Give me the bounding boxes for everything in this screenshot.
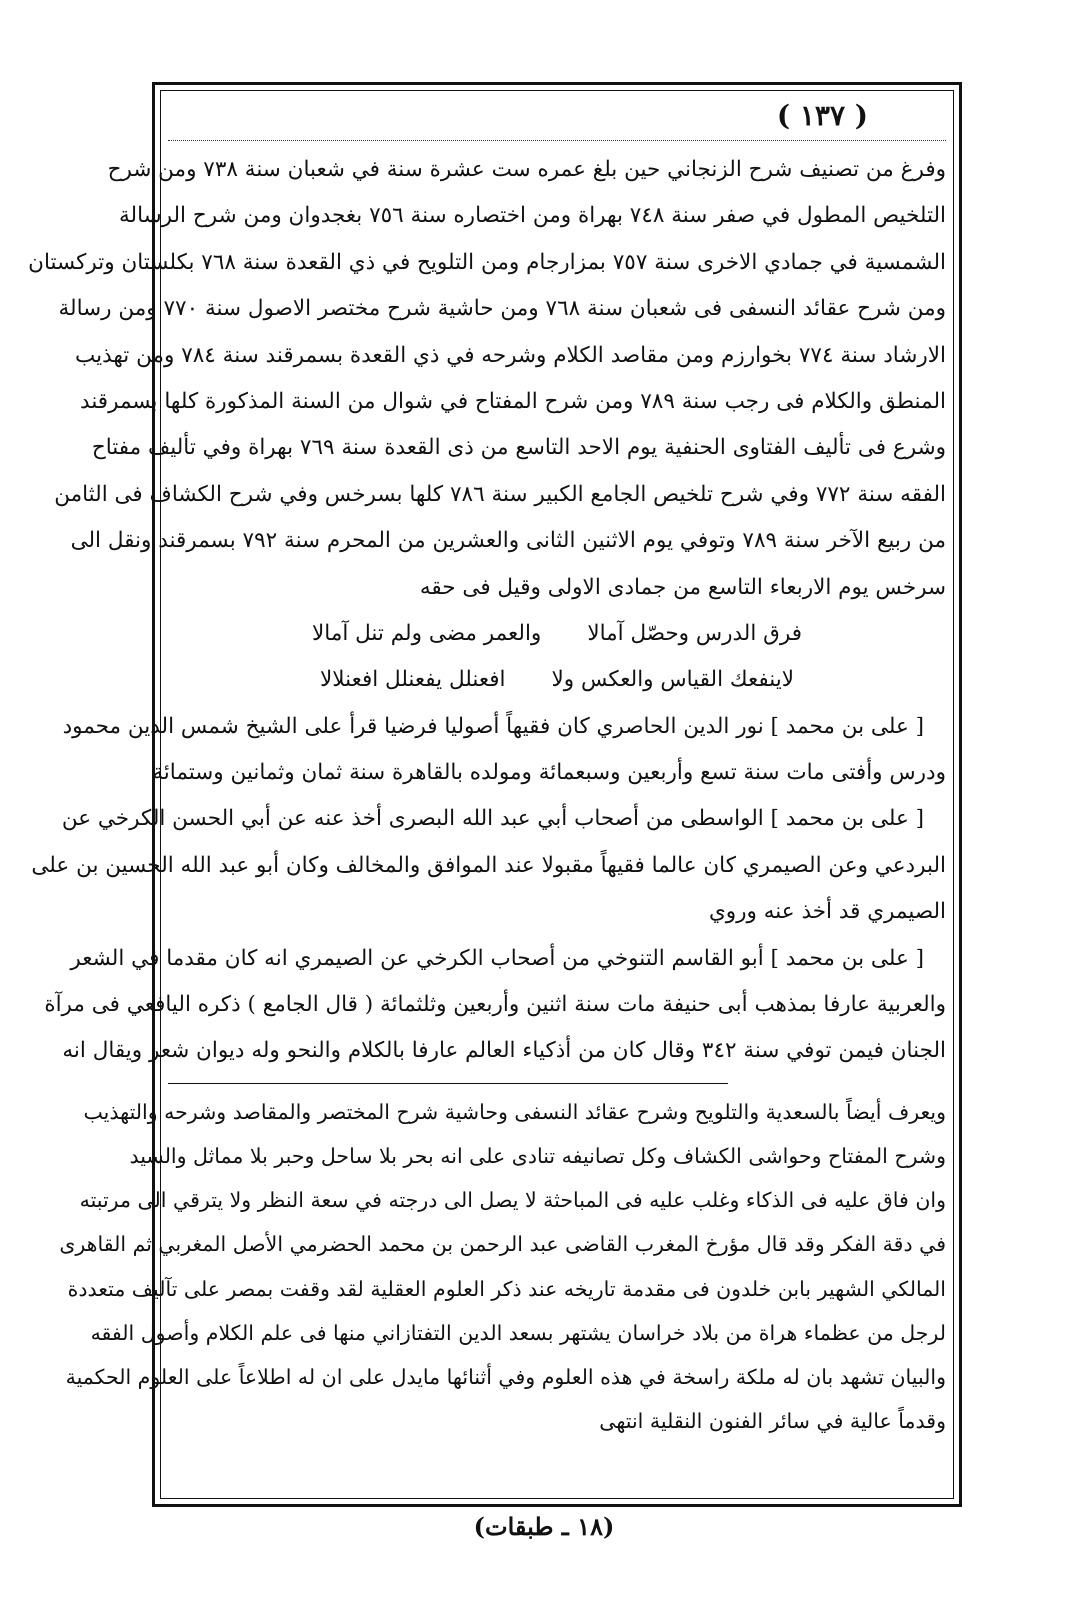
footnote-line: في دقة الفكر وقد قال مؤرخ المغرب القاضى عبد الرحمن بن محمد الحضرمي الأصل المغربي ثم القاهرى	[59, 1232, 946, 1257]
text-line: [ على بن محمد ] الواسطى من أصحاب أبي عبد الله البصرى أخذ عنه عن أبي الحسن الكرخي عن	[61, 806, 924, 832]
poem-verse	[168, 657, 946, 703]
text-line: ومن شرح عقائد النسفى فى شعبان سنة ٧٦٨ ومن حاشية شرح مختصر الاصول سنة ٧٧٠ ومن رسالة	[58, 296, 946, 322]
poem-verse	[168, 611, 946, 657]
text-line: وشرع فى تأليف الفتاوى الحنفية يوم الاحد التاسع من ذى القعدة سنة ٧٦٩ بهراة وفي تأليف مفتاح	[91, 435, 946, 461]
text-line: [ على بن محمد ] أبو القاسم التنوخي من أصحاب الكرخي عن الصيمري انه كان مقدما في الشعر	[70, 945, 924, 971]
text-line: والعربية عارفا بمذهب أبى حنيفة مات سنة اثنين وأربعين وثلثمائة ( قال الجامع ) ذكره اليافعي فى مرآة	[44, 992, 946, 1018]
verse-second-hemistich: والعمر مضى ولم تنل آمالا	[312, 620, 542, 646]
header-dotted-rule	[168, 140, 946, 141]
verse-first-hemistich: فرق الدرس وحصّل آمالا	[587, 620, 802, 646]
text-line: من ربيع الآخر سنة ٧٨٩ وتوفي يوم الاثنين الثانى والعشرين من المحرم سنة ٧٩٢ بسمرقند ونقل الى	[70, 528, 946, 554]
poem	[168, 611, 946, 704]
text-line: الصيمري قد أخذ عنه وروي	[708, 899, 946, 925]
footnote-line: لرجل من عظماء هراة من بلاد خراسان يشتهر بسعد الدين التفتازاني منها فى علم الكلام وأصول الفقه	[90, 1320, 946, 1345]
footnote-line: وان فاق عليه فى الذكاء وغلب عليه فى المباحثة لا يصل الى درجته في سعة النظر ولا يترقي الى مرتبته	[79, 1188, 946, 1213]
text-line: الفقه سنة ٧٧٢ وفي شرح تلخيص الجامع الكبير سنة ٧٨٦ كلها بسرخس وفي شرح الكشاف فى الثامن	[54, 481, 946, 507]
footnote-line: وقدماً عالية في سائر الفنون النقلية انتهى	[599, 1409, 946, 1434]
footnote-line: والبيان تشهد بان له ملكة راسخة في هذه العلوم وفي أثنائها مايدل على ان له اطلاعاً على العلوم الحكمية	[65, 1364, 946, 1389]
footnote-line: وشرح المفتاح وحواشى الكشاف وكل تصانيفه تنادى على انه بحر بلا ساحل وحبر بلا مماثل والسيد	[129, 1144, 946, 1168]
text-line: الارشاد سنة ٧٧٤ بخوارزم ومن مقاصد الكلام وشرحه في ذي القعدة بسمرقند سنة ٧٨٤ ومن تهذيب	[74, 342, 946, 368]
verse-first-hemistich: لاينفعك القياس والعكس ولا	[551, 667, 795, 693]
signature-mark: (١٨ ـ طبقات)	[473, 1512, 615, 1541]
text-line: وفرغ من تصنيف شرح الزنجاني حين بلغ عمره ست عشرة سنة في شعبان سنة ٧٣٨ ومن شرح	[107, 157, 946, 182]
footnote-separator	[168, 1083, 728, 1084]
text-line: ودرس وأفتى مات سنة تسع وأربعين وسبعمائة ومولده بالقاهرة سنة ثمان وثمانين وستمائة	[152, 760, 946, 786]
main-paragraph	[28, 147, 946, 611]
footnote	[59, 1090, 946, 1444]
verse-second-hemistich: افعنلل يفعنلل افعنلالا	[320, 667, 506, 693]
footnote-line: المالكي الشهير بابن خلدون فى مقدمة تاريخه عند ذكر العلوم العقلية لقد وقفت بمصر على تآليف متعددة	[67, 1276, 946, 1301]
page-number: ( ١٣٧ )	[776, 99, 868, 132]
biography-entry	[44, 936, 946, 1075]
biography-entry	[62, 704, 946, 797]
text-line: البردعي وعن الصيمري كان عالما فقيهاً مقبولا عند الموافق والمخالف وكان أبو عبد الله الحسين بن على	[31, 852, 946, 878]
text-line: [ على بن محمد ] نور الدين الحاصري كان فقيهاً أصوليا فرضيا قرأ على الشيخ شمس الدين محمود	[62, 713, 924, 739]
text-line: سرخس يوم الاربعاء التاسع من جمادى الاولى وقيل فى حقه	[419, 574, 946, 600]
text-line: الشمسية في جمادي الاخرى سنة ٧٥٧ بمزارجام ومن التلويح في ذي القعدة سنة ٧٦٨ بكلستان وتركستان	[28, 249, 946, 275]
biography-entry	[31, 796, 946, 935]
text-line: التلخيص المطول في صفر سنة ٧٤٨ بهراة ومن اختصاره سنة ٧٥٦ بغجدوان ومن شرح الرسالة	[119, 203, 946, 229]
text-line: الجنان فيمن توفي سنة ٣٤٢ وقال كان من أذكياء العالم عارفا بالكلام والنحو وله ديوان شعر ويقال انه	[62, 1038, 946, 1064]
page-content	[28, 96, 946, 1443]
footnote-line: ويعرف أيضاً بالسعدية والتلويح وشرح عقائد النسفى وحاشية شرح المختصر والمقاصد وشرحه والتهذيب	[83, 1099, 946, 1124]
text-line: المنطق والكلام فى رجب سنة ٧٨٩ ومن شرح المفتاح في شوال من السنة المذكورة كلها بسمرقند	[80, 388, 946, 414]
